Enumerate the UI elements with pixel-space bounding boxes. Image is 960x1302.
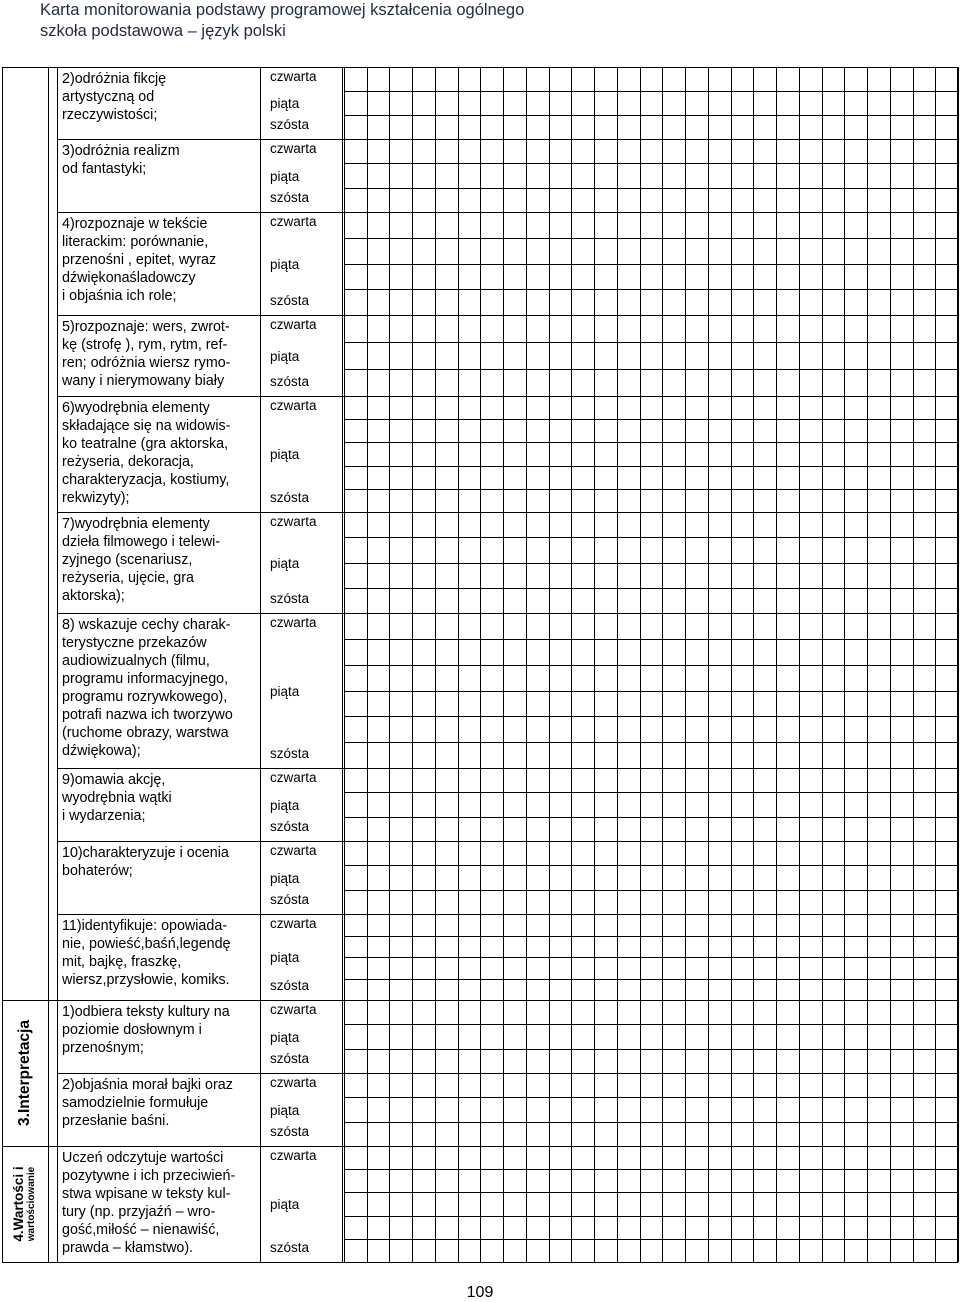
row-description-line: 8) wskazuje cechy charak-: [62, 617, 231, 633]
row-description: [62, 140, 254, 178]
grade-label: szósta: [270, 746, 310, 761]
grade-label: czwarta: [270, 615, 317, 630]
grid-hline: [344, 890, 958, 891]
grid-vline: [48, 67, 49, 1262]
grid-hline: [344, 238, 958, 239]
grade-label: czwarta: [270, 1002, 317, 1017]
row-description-line: 9)omawia akcję,: [62, 772, 166, 788]
row-description-line: wiersz,przysłowie, komiks.: [62, 972, 230, 988]
row-description-line: charakteryzacja, kostiumy,: [62, 472, 230, 488]
grade-label: szósta: [270, 819, 310, 834]
row-description-line: przenośnym;: [62, 1040, 144, 1056]
row-description: [62, 614, 254, 760]
row-description-line: artystyczną od: [62, 89, 155, 105]
grid-hline: [344, 1192, 958, 1193]
grade-label: szósta: [270, 293, 310, 308]
grade-label: szósta: [270, 1124, 310, 1139]
grade-label: czwarta: [270, 916, 317, 931]
grade-label: czwarta: [270, 69, 317, 84]
grid-hline: [57, 1262, 958, 1263]
grade-label: piąta: [270, 257, 300, 272]
row-description-line: 2)objaśnia morał bajki oraz: [62, 1077, 233, 1093]
row-description-line: rzeczywistości;: [62, 107, 158, 123]
grade-labels: [270, 512, 340, 613]
grade-label: czwarta: [270, 1075, 317, 1090]
row-description-line: 10)charakteryzuje i ocenia: [62, 845, 229, 861]
row-description-line: 7)wyodrębnia elementy: [62, 516, 210, 532]
row-description-line: aktorska);: [62, 588, 125, 604]
row-description: [62, 397, 254, 507]
row-description-line: przenośni , epitet, wyraz: [62, 252, 217, 268]
grid-hline: [344, 979, 958, 980]
row-description-line: programu informacyjnego,: [62, 671, 229, 687]
row-description: [62, 1074, 254, 1130]
row-description-line: 6)wyodrębnia elementy: [62, 400, 210, 416]
row-description-line: od fantastyki;: [62, 161, 147, 177]
row-description-line: tury (np. przyjaźń – wro-: [62, 1204, 216, 1220]
grade-labels: [270, 139, 340, 212]
grid-hline: [344, 342, 958, 343]
grid-hline: [344, 537, 958, 538]
grade-label: szósta: [270, 978, 310, 993]
row-description-line: 11)identyfikuje: opowiada-: [62, 918, 228, 934]
grid-hline: [344, 716, 958, 717]
grade-label: piąta: [270, 447, 300, 462]
grid-hline: [344, 742, 958, 743]
row-description: [62, 68, 254, 124]
grid-hline: [344, 369, 958, 370]
grade-label: czwarta: [270, 214, 317, 229]
grade-labels: [270, 1073, 340, 1146]
grid-hline: [2, 1262, 57, 1263]
section-wartosci: [2, 1146, 48, 1262]
grid-vline: [958, 67, 959, 1262]
grid-hline: [2, 67, 57, 68]
row-description-line: dźwiękowa);: [62, 743, 141, 759]
grade-labels: [270, 613, 340, 768]
grid-hline: [344, 1122, 958, 1123]
row-description-line: literackim: porównanie,: [62, 234, 209, 250]
grid-hline: [344, 1239, 958, 1240]
row-description-line: bohaterów;: [62, 863, 133, 879]
row-description-line: 5)rozpoznaje: wers, zwrot-: [62, 319, 230, 335]
row-description-line: programu rozrywkowego),: [62, 689, 228, 705]
grid-hline: [344, 442, 958, 443]
grade-label: czwarta: [270, 398, 317, 413]
grade-labels: [270, 1000, 340, 1073]
grade-label: szósta: [270, 892, 310, 907]
grade-label: piąta: [270, 169, 300, 184]
grade-label: szósta: [270, 374, 310, 389]
row-description: [62, 842, 254, 880]
row-description-line: kę (strofę ), rym, rytm, ref-: [62, 337, 228, 353]
grade-label: szósta: [270, 117, 310, 132]
grade-labels: [270, 212, 340, 315]
grid-hline: [344, 665, 958, 666]
row-description-line: pozytywne i ich przeciwień-: [62, 1168, 236, 1184]
grid-vline: [2, 67, 3, 1262]
grade-label: piąta: [270, 1103, 300, 1118]
grid-hline: [344, 264, 958, 265]
grid-vline: [260, 67, 261, 1262]
grade-labels: [270, 67, 340, 139]
grid-hline: [344, 466, 958, 467]
section-wartosci-line2: wartościowanie: [26, 1166, 37, 1242]
grade-labels: [270, 315, 340, 396]
row-description-line: dźwiękonaśladowczy: [62, 270, 196, 286]
row-description-line: wyodrębnia wątki: [62, 790, 172, 806]
grade-label: piąta: [270, 1030, 300, 1045]
grid-hline: [344, 588, 958, 589]
grid-hline: [344, 639, 958, 640]
grade-labels: [270, 396, 340, 512]
grade-label: szósta: [270, 1240, 310, 1255]
row-description-line: (ruchome obrazy, warstwa: [62, 725, 229, 741]
row-description-line: potrafi nazwa ich tworzywo: [62, 707, 233, 723]
section-interpretacja-label: 3.Interpretacja: [16, 1020, 33, 1126]
row-description-line: i objaśnia ich role;: [62, 288, 177, 304]
row-description-line: audiowizualnych (filmu,: [62, 653, 210, 669]
grid-hline: [344, 188, 958, 189]
row-description-line: 4)rozpoznaje w tekście: [62, 216, 208, 232]
row-description-line: prawda – kłamstwo).: [62, 1240, 194, 1256]
row-description: [62, 213, 254, 305]
row-description-line: 2)odróżnia fikcję: [62, 71, 167, 87]
grade-label: piąta: [270, 950, 300, 965]
row-description-line: stwa wpisane w teksty kul-: [62, 1186, 231, 1202]
row-description-line: mit, bajkę, fraszkę,: [62, 954, 182, 970]
grid-hline: [344, 91, 958, 92]
row-description-line: zyjnego (scenariusz,: [62, 552, 193, 568]
grid-hline: [344, 936, 958, 937]
grade-labels: [270, 841, 340, 914]
grade-label: czwarta: [270, 141, 317, 156]
grade-label: piąta: [270, 96, 300, 111]
section-wartosci-label: [12, 1166, 38, 1241]
row-description-line: Uczeń odczytuje wartości: [62, 1150, 224, 1166]
grid-hline: [2, 1146, 57, 1147]
grid-vline: [342, 67, 343, 1262]
row-description-line: 1)odbiera teksty kultury na: [62, 1004, 230, 1020]
grid-hline: [2, 1000, 57, 1001]
grid-hline: [344, 1169, 958, 1170]
row-description: [62, 1147, 254, 1257]
row-description-line: wany i nierymowany biały: [62, 373, 225, 389]
grade-label: czwarta: [270, 843, 317, 858]
row-description: [62, 915, 254, 989]
grid-hline: [344, 865, 958, 866]
page-number: 109: [466, 1284, 494, 1301]
monitoring-table: [2, 67, 958, 1262]
grade-label: czwarta: [270, 514, 317, 529]
grid-hline: [344, 563, 958, 564]
grade-label: szósta: [270, 490, 310, 505]
grade-label: piąta: [270, 798, 300, 813]
row-description-line: przesłanie baśni.: [62, 1113, 170, 1129]
grid-hline: [344, 1049, 958, 1050]
row-description-line: gość,miłość – nienawiść,: [62, 1222, 220, 1238]
grid-hline: [344, 419, 958, 420]
grid-hline: [344, 1097, 958, 1098]
row-description-line: i wydarzenia;: [62, 808, 146, 824]
grid-hline: [344, 163, 958, 164]
grade-label: czwarta: [270, 1148, 317, 1163]
grid-hline: [344, 1024, 958, 1025]
grade-label: czwarta: [270, 317, 317, 332]
row-description: [62, 513, 254, 605]
row-description: [62, 769, 254, 825]
row-description: [62, 1001, 254, 1057]
row-description: [62, 316, 254, 390]
page-header: [40, 0, 524, 42]
grid-hline: [344, 792, 958, 793]
grid-hline: [344, 115, 958, 116]
row-description-line: składające się na widowis-: [62, 418, 231, 434]
grid-hline: [344, 489, 958, 490]
grade-label: szósta: [270, 190, 310, 205]
grid-hline: [344, 1216, 958, 1217]
header-title: Karta monitorowania podstawy programowej kształcenia ogólnego: [40, 1, 525, 19]
row-description-line: dzieła filmowego i telewi-: [62, 534, 221, 550]
grid-hline: [344, 817, 958, 818]
grade-label: szósta: [270, 591, 310, 606]
grade-label: piąta: [270, 349, 300, 364]
row-description-line: terystyczne przekazów: [62, 635, 207, 651]
section-interpretacja: [2, 1000, 48, 1146]
grade-label: czwarta: [270, 770, 317, 785]
row-description-line: poziomie dosłownym i: [62, 1022, 202, 1038]
grade-label: szósta: [270, 1051, 310, 1066]
row-description-line: nie, powieść,baśń,legendę: [62, 936, 231, 952]
row-description-line: ko teatralne (gra aktorska,: [62, 436, 229, 452]
grid-hline: [344, 957, 958, 958]
grid-hline: [344, 691, 958, 692]
grid-hline: [344, 289, 958, 290]
section-wartosci-line1: 4.Wartości i: [11, 1166, 26, 1242]
grade-label: piąta: [270, 684, 300, 699]
grade-labels: [270, 768, 340, 841]
row-description-line: samodzielnie formułuje: [62, 1095, 209, 1111]
header-subtitle: szkoła podstawowa – język polski: [40, 22, 286, 40]
row-description-line: rekwizyty);: [62, 490, 130, 506]
grid-vline: [57, 67, 58, 1262]
grade-label: piąta: [270, 871, 300, 886]
row-description-line: 3)odróżnia realizm: [62, 143, 180, 159]
row-description-line: ren; odróżnia wiersz rymo-: [62, 355, 231, 371]
grade-labels: [270, 1146, 340, 1262]
grade-labels: [270, 914, 340, 1000]
grade-label: piąta: [270, 556, 300, 571]
row-description-line: reżyseria, dekoracja,: [62, 454, 194, 470]
grade-label: piąta: [270, 1197, 300, 1212]
row-description-line: reżyseria, ujęcie, gra: [62, 570, 194, 586]
